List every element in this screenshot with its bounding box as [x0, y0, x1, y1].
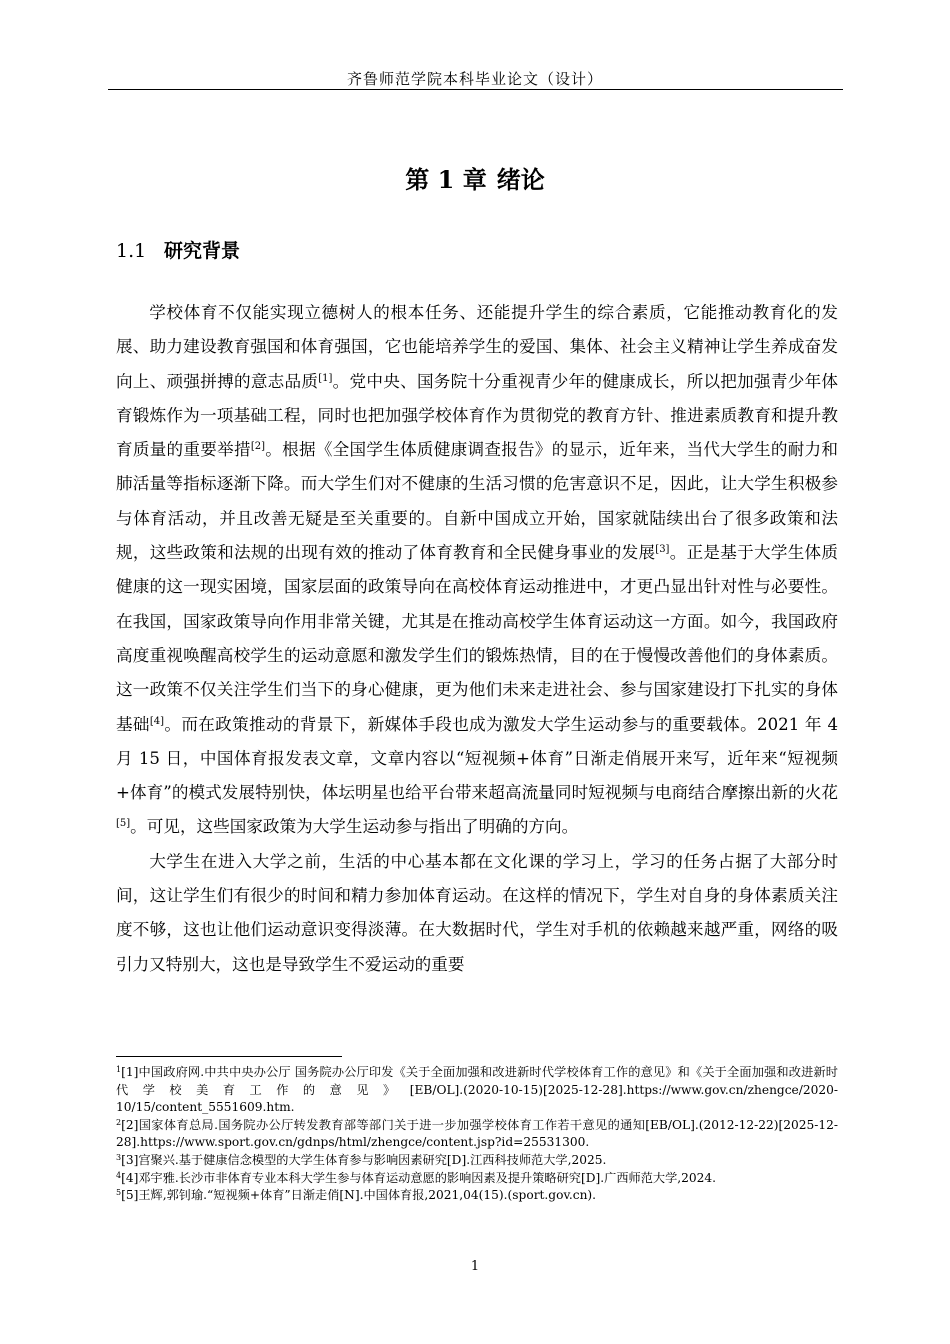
paragraph-text: 大学生在进入大学之前，生活的中心基本都在文化课的学习上，学习的任务占据了大部分时间，这让学生们有很少的时间和精力参加体育运动。在这样的情况下，学生对自身的身体素质关注度不够，这也让他们运动意识变得淡薄。在大数据时代，学生对手机的依赖越来越严重，网络的吸引力又特别大，这也是导致学生不爱运动的重要 — [116, 851, 838, 974]
citation-mark: [2] — [250, 441, 265, 453]
footnote-mark: 1 — [116, 1065, 122, 1074]
chapter-name: 绪论 — [496, 165, 545, 194]
footnote — [116, 1152, 838, 1170]
paragraph-text: 学校体育不仅能实现立德树人的根本任务、还能提升学生的综合素质，它能推动教育化的发展、助力建设教育强国和体育强国，它也能培养学生的爱国、集体、社会主义精神让学生养成奋发向上、顽强拼搏的意志品质 — [116, 303, 838, 391]
header-rule — [108, 89, 843, 90]
footnote — [116, 1064, 838, 1117]
paragraph-text: 。党中央、国务院十分重视青少年的健康成长，所以把加强青少年体育锻炼作为一项基础工程，同时也把加强学校体育作为贯彻党的教育方针、推进素质教育和提升教育质量的重要举措 — [116, 371, 839, 460]
paragraph — [116, 845, 838, 982]
paragraph-text: 。可见，这些国家政策为大学生运动参与指出了明确的方向。 — [130, 817, 579, 837]
page-number: 1 — [470, 1259, 480, 1274]
running-header: 齐鲁师范学院本科毕业论文（设计） — [346, 70, 603, 88]
footnote-text: [4]邓宇雅.长沙市非体育专业本科大学生参与体育运动意愿的影响因素及提升策略研究[D].广西师范大学,2024. — [121, 1170, 717, 1185]
citation-mark: [4] — [149, 715, 165, 727]
section-number: 1.1 — [116, 240, 147, 262]
body-text — [116, 296, 838, 982]
footnote — [116, 1187, 838, 1205]
footnote — [116, 1170, 838, 1188]
section-heading — [116, 236, 240, 263]
footnote-text: [1]中国政府网.中共中央办公厅 国务院办公厅印发《关于全面加强和改进新时代学校体育工作的意见》和《关于全面加强和改进新时代学校美育工作的意见》[EB/OL].(2020-10-15)[2025-12-28].https://www.gov.cn/zhengce/2020-10/15/content_5551609.htm. — [116, 1065, 838, 1115]
footnote-mark: 2 — [116, 1117, 122, 1127]
chapter-title — [0, 160, 950, 195]
footnote-mark: 4 — [116, 1170, 122, 1180]
paragraph-text: 。而在政策推动的背景下，新媒体手段也成为激发大学生运动参与的重要载体。2021 年 4 月 15 日，中国体育报发表文章，文章内容以“短视频+体育”日渐走俏展开来写，近年来“短视频+体育”的模式发展特别快，体坛明星也给平台带来超高流量同时短视频与电商结合摩擦出新的火花 — [116, 714, 838, 803]
footnote-text: [2]国家体育总局.国务院办公厅转发教育部等部门关于进一步加强学校体育工作若干意见的通知[EB/OL].(2012-12-22)[2025-12-28].https://www.sport.gov.cn/gdnps/html/zhengce/content.jsp?id=25531300. — [116, 1117, 838, 1150]
footnote-mark: 5 — [116, 1188, 122, 1198]
citation-mark: [3] — [655, 544, 670, 556]
chapter-number: 第 1 章 — [405, 165, 487, 194]
citation-mark: [5] — [116, 818, 131, 830]
footnote-mark: 3 — [116, 1152, 122, 1162]
footnotes — [116, 1064, 838, 1205]
paragraph — [116, 296, 838, 845]
paragraph-text: 。根据《全国学生体质健康调查报告》的显示，近年来，当代大学生的耐力和肺活量等指标逐渐下降。而大学生们对不健康的生活习惯的危害意识不足，因此，让大学生积极参与体育活动，并且改善无疑是至关重要的。自新中国成立开始，国家就陆续出台了很多政策和法规，这些政策和法规的出现有效的推动了体育教育和全民健身事业的发展 — [116, 440, 839, 563]
paragraph-text: 。正是基于大学生体质健康的这一现实困境，国家层面的政策导向在高校体育运动推进中，才更凸显出针对性与必要性。在我国，国家政策导向作用非常关键，尤其是在推动高校学生体育运动这一方面。如今，我国政府高度重视唤醒高校学生的运动意愿和激发学生们的锻炼热情，目的在于慢慢改善他们的身体素质。这一政策不仅关注学生们当下的身心健康，更为他们未来走进社会、参与国家建设打下扎实的身体基础 — [116, 543, 838, 734]
section-name: 研究背景 — [164, 240, 241, 262]
footnote-text: [3]宫聚兴.基于健康信念模型的大学生体育参与影响因素研究[D].江西科技师范大学,2025. — [121, 1152, 607, 1167]
footnote — [116, 1117, 838, 1152]
footnote-rule — [116, 1056, 342, 1057]
footnote-text: [5]王辉,郭钊瑜.“短视频+体育”日渐走俏[N].中国体育报,2021,04(15).(sport.gov.cn). — [121, 1188, 597, 1203]
citation-mark: [1] — [318, 372, 333, 384]
